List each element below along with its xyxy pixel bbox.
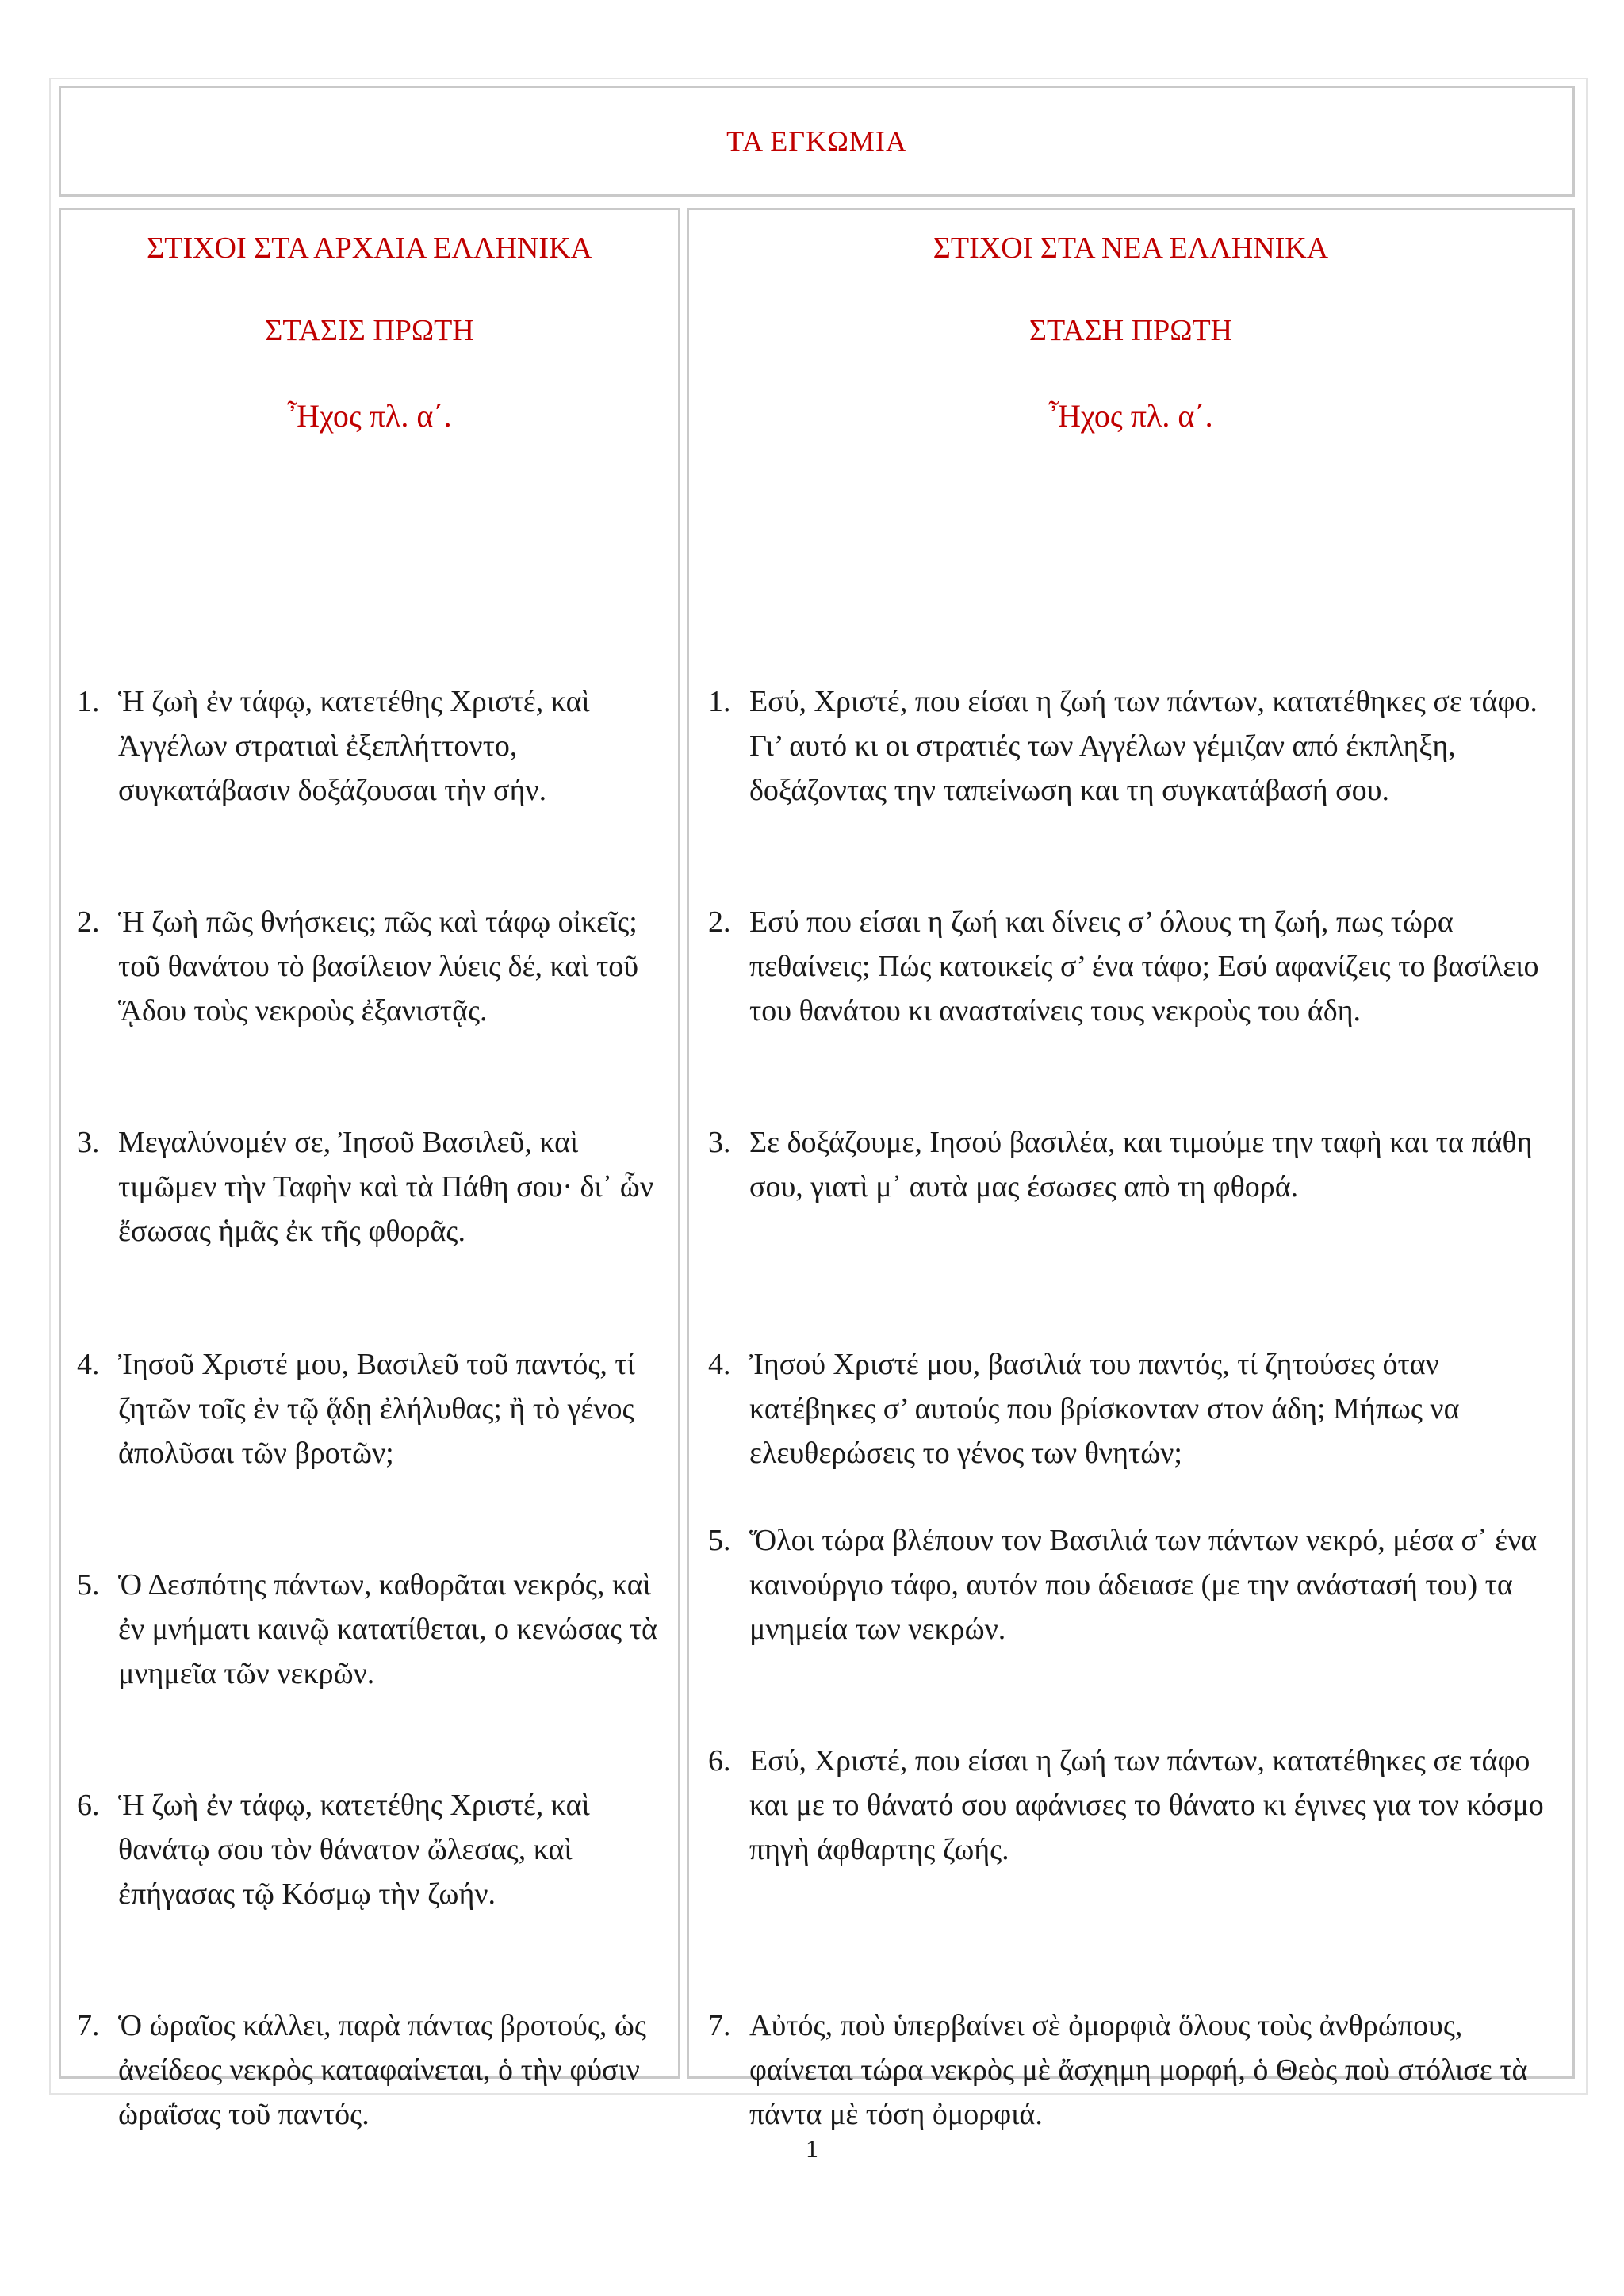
- modern-verse-4: 4. Ἰησού Χριστέ μου, βασιλιά του παντός, τί ζητούσες όταν κατέβηκες σ’ αυτούς που βρίσκονταν στον άδη; Μήπως να ελευθερώσεις το γένος των θνητών;: [708, 1348, 1460, 1470]
- ancient-verse-6: 6. Ἡ ζωὴ ἐν τάφῳ, κατετέθης Χριστέ, καὶ θανάτῳ σου τὸν θάνατον ὤλεσας, καὶ ἐπήγασας τῷ Κόσμῳ τὴν ζωήν.: [77, 1789, 590, 1911]
- ancient-verse-3: 3. Μεγαλύνομέν σε, Ἰησοῦ Βασιλεῦ, καὶ τιμῶμεν τὴν Ταφὴν καὶ τὰ Πάθη σου· δι᾽ ὧν ἔσωσας ἡμᾶς ἐκ τῆς φθορᾶς.: [77, 1126, 654, 1248]
- modern-verse-5: 5. Ὅλοι τώρα βλέπουν τον Βασιλιά των πάντων νεκρό, μέσα σ᾽ ένα καινούργιο τάφο, αυτόν που άδειασε (με την ανάστασή του) τα μνημεία των νεκρών.: [708, 1524, 1538, 1646]
- modern-verse-3: 3. Σε δοξάζουμε, Ιησού βασιλέα, και τιμούμε την ταφὴ και τα πάθη σου, γιατὶ μ᾽ αυτὰ μας έσωσες απὸ τη φθορά.: [708, 1126, 1533, 1203]
- modern-greek-column: [687, 208, 1575, 2131]
- ancient-greek-heading: ΣΤΙΧΟΙ ΣΤΑ ΑΡΧΑΙΑ ΕΛΛΗΝΙΚΑ: [147, 232, 592, 265]
- ancient-verse-1: 1. Ἡ ζωὴ ἐν τάφῳ, κατετέθης Χριστέ, καὶ Ἀγγέλων στρατιαὶ ἐξεπλήττοντο, συγκατάβασιν δοξάζουσαι τὴν σήν.: [77, 685, 590, 807]
- ancient-verse-2: 2. Ἡ ζωὴ πῶς θνήσκεις; πῶς καὶ τάφῳ οἰκεῖς; τοῦ θανάτου τὸ βασίλειον λύεις δέ, καὶ τοῦ ᾍδου τοὺς νεκροὺς ἐξανιστᾷς.: [77, 905, 639, 1027]
- ancient-verse-7: 7. Ὁ ὡραῖος κάλλει, παρὰ πάντας βροτούς, ὡς ἀνείδεος νεκρὸς καταφαίνεται, ὁ τὴν φύσιν ὡραΐσας τοῦ παντός.: [77, 2009, 646, 2131]
- ancient-stasis-heading: ΣΤΑΣΙΣ ΠΡΩΤΗ: [265, 314, 474, 347]
- modern-verse-6: 6. Εσύ, Χριστέ, που είσαι η ζωή των πάντων, κατατέθηκες σε τάφο και με το θάνατό σου αφάνισες το θάνατο κι έγινες για τον κόσμο πηγὴ άφθαρτης ζωής.: [708, 1744, 1544, 1866]
- title-cell: [59, 86, 1575, 197]
- ancient-verse-4: 4. Ἰησοῦ Χριστέ μου, Βασιλεῦ τοῦ παντός, τί ζητῶν τοῖς ἐν τῷ ᾅδῃ ἐλήλυθας; ἢ τὸ γένος ἀπολῦσαι τῶν βροτῶν;: [77, 1348, 635, 1470]
- modern-verse-2: 2. Εσύ που είσαι η ζωή και δίνεις σ’ όλους τη ζωή, πως τώρα πεθαίνεις; Πώς κατοικείς σ’ ένα τάφο; Εσύ αφανίζεις το βασίλειο του θανάτου κι ανασταίνεις τους νεκροὺς του άδη.: [708, 905, 1539, 1027]
- ancient-verse-5: 5. Ὁ Δεσπότης πάντων, καθορᾶται νεκρός, καὶ ἐν μνήματι καινῷ κατατίθεται, ο κενώσας τὰ μνημεῖα τῶν νεκρῶν.: [77, 1568, 657, 1690]
- ancient-echos-label: Ἦχος πλ. α΄.: [287, 398, 452, 434]
- modern-greek-heading: ΣΤΙΧΟΙ ΣΤΑ ΝΕΑ ΕΛΛΗΝΙΚΑ: [933, 232, 1329, 265]
- modern-stasis-heading: ΣΤΑΣΗ ΠΡΩΤΗ: [1028, 314, 1233, 347]
- document-title: ΤΑ ΕΓΚΩΜΙΑ: [726, 125, 907, 157]
- page-number: 1: [806, 2134, 818, 2163]
- modern-verse-7: 7. Αὐτός, ποὺ ὑπερβαίνει σὲ ὀμορφιὰ ὅλους τοὺς ἀνθρώπους, φαίνεται τώρα νεκρὸς μὲ ἄσχημη μορφή, ὁ Θεὸς ποὺ στόλισε τὰ πάντα μὲ τόση ὀμορφιά.: [708, 2009, 1528, 2131]
- modern-echos-label: Ἦχος πλ. α΄.: [1048, 398, 1213, 434]
- modern-verse-1: 1. Εσύ, Χριστέ, που είσαι η ζωή των πάντων, κατατέθηκες σε τάφο. Γι’ αυτό κι οι στρατιές των Αγγέλων γέμιζαν από έκπληξη, δοξάζοντας την ταπείνωση και τη συγκατάβασή σου.: [708, 685, 1538, 807]
- ancient-greek-column: [59, 208, 680, 2131]
